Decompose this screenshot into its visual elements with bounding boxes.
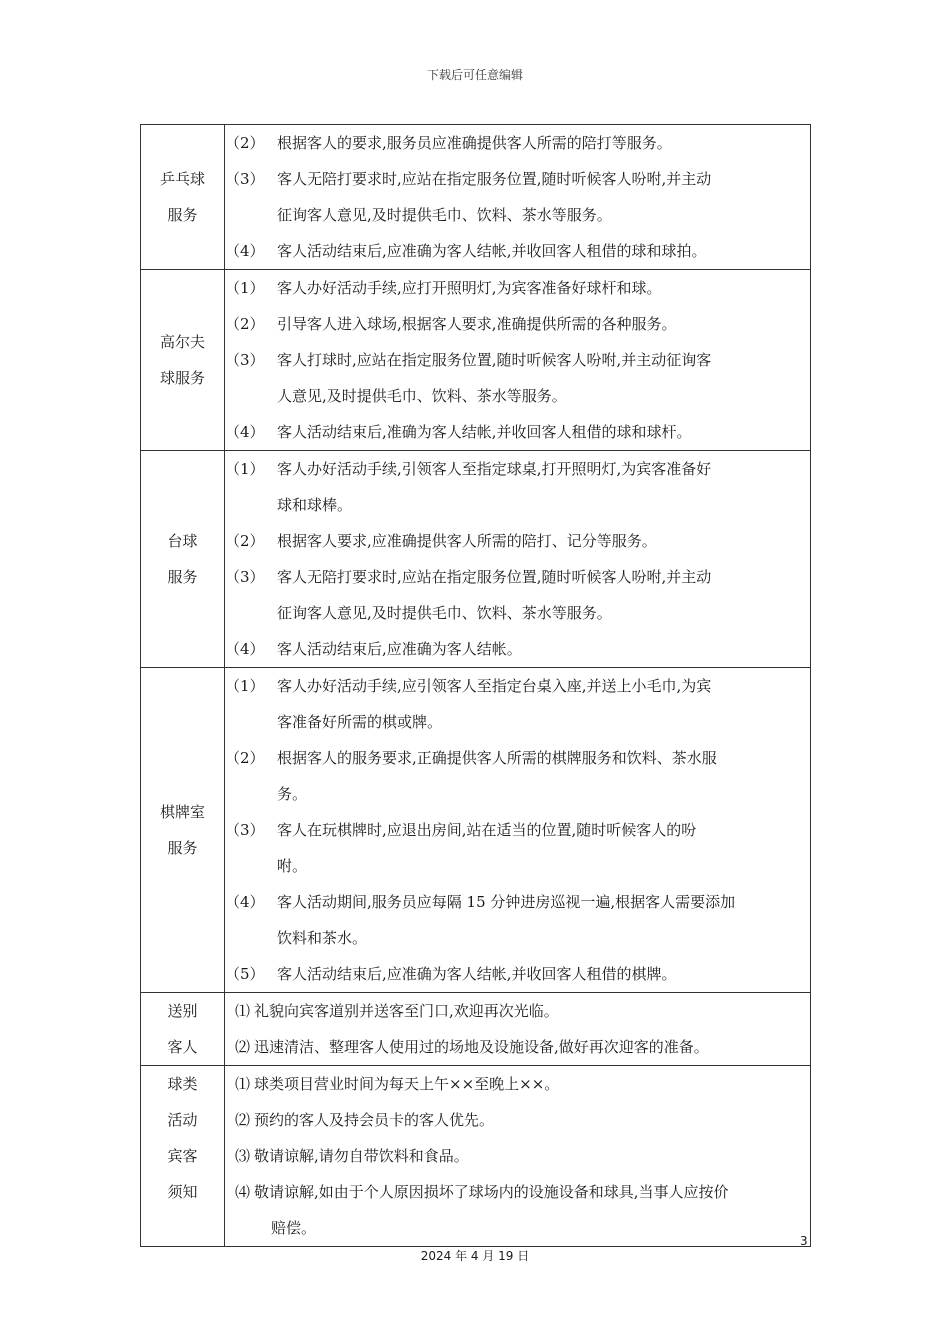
list-item: （4） 客人活动结束后,应准确为客人结帐。 bbox=[225, 640, 522, 658]
category-label: 须知 bbox=[167, 1183, 198, 1201]
page-number: 3 bbox=[800, 1234, 808, 1248]
list-item: （1） 客人办好活动手续,应打开照明灯,为宾客准备好球杆和球。 bbox=[225, 279, 662, 297]
list-item-continuation: 客准备好所需的棋或牌。 bbox=[277, 713, 443, 731]
list-item: （2） 根据客人的服务要求,正确提供客人所需的棋牌服务和饮料、茶水服 bbox=[225, 749, 717, 767]
list-item-continuation: 征询客人意见,及时提供毛巾、饮料、茶水等服务。 bbox=[277, 604, 612, 622]
category-label: 服务 bbox=[167, 568, 198, 586]
category-label: 服务 bbox=[167, 839, 198, 857]
content-cell bbox=[225, 1066, 811, 1247]
category-label: 宾客 bbox=[167, 1147, 198, 1165]
table-row bbox=[141, 270, 811, 451]
category-cell bbox=[141, 993, 225, 1066]
service-table bbox=[140, 124, 811, 1247]
list-item: ⑶ 敬请谅解,请勿自带饮料和食品。 bbox=[235, 1147, 469, 1165]
list-item-continuation: 赔偿。 bbox=[271, 1219, 317, 1237]
list-item-continuation: 务。 bbox=[277, 785, 308, 803]
list-item: （3） 客人打球时,应站在指定服务位置,随时听候客人吩咐,并主动征询客 bbox=[225, 351, 712, 369]
content-cell bbox=[225, 993, 811, 1066]
category-label: 台球 bbox=[167, 532, 198, 550]
list-item: （3） 客人在玩棋牌时,应退出房间,站在适当的位置,随时听候客人的吩 bbox=[225, 821, 697, 839]
list-item: （2） 根据客人的要求,服务员应准确提供客人所需的陪打等服务。 bbox=[225, 134, 672, 152]
table-row bbox=[141, 1066, 811, 1247]
content-cell bbox=[225, 270, 811, 451]
list-item-continuation: 人意见,及时提供毛巾、饮料、茶水等服务。 bbox=[277, 387, 567, 405]
list-item: （2） 根据客人要求,应准确提供客人所需的陪打、记分等服务。 bbox=[225, 532, 657, 550]
category-cell bbox=[141, 1066, 225, 1247]
list-item: （3） 客人无陪打要求时,应站在指定服务位置,随时听候客人吩咐,并主动 bbox=[225, 568, 712, 586]
list-item: ⑴ 球类项目营业时间为每天上午××至晚上××。 bbox=[235, 1075, 560, 1093]
list-item: （4） 客人活动期间,服务员应每隔 15 分钟进房巡视一遍,根据客人需要添加 bbox=[225, 893, 736, 911]
page-header: 下载后可任意编辑 bbox=[426, 68, 523, 82]
table-row bbox=[141, 451, 811, 668]
category-label: 高尔夫 bbox=[159, 333, 205, 351]
category-label: 活动 bbox=[167, 1111, 198, 1129]
list-item: （4） 客人活动结束后,应准确为客人结帐,并收回客人租借的球和球拍。 bbox=[225, 242, 707, 260]
list-item: ⑷ 敬请谅解,如由于个人原因损坏了球场内的设施设备和球具,当事人应按价 bbox=[235, 1183, 729, 1201]
category-label: 送别 bbox=[167, 1002, 198, 1020]
list-item: ⑴ 礼貌向宾客道别并送客至门口,欢迎再次光临。 bbox=[235, 1002, 559, 1020]
table-row bbox=[141, 668, 811, 993]
list-item-continuation: 咐。 bbox=[277, 857, 308, 875]
category-cell bbox=[141, 668, 225, 993]
list-item-continuation: 饮料和茶水。 bbox=[277, 929, 368, 947]
list-item: （1） 客人办好活动手续,应引领客人至指定台桌入座,并送上小毛巾,为宾 bbox=[225, 677, 712, 695]
category-label: 球类 bbox=[167, 1075, 198, 1093]
list-item-continuation: 球和球棒。 bbox=[277, 496, 353, 514]
list-item-continuation: 征询客人意见,及时提供毛巾、饮料、茶水等服务。 bbox=[277, 206, 612, 224]
list-item: （1） 客人办好活动手续,引领客人至指定球桌,打开照明灯,为宾客准备好 bbox=[225, 460, 712, 478]
category-cell bbox=[141, 125, 225, 270]
footer-date: 2024 年 4 月 19 日 bbox=[420, 1249, 530, 1263]
list-item: （5） 客人活动结束后,应准确为客人结帐,并收回客人租借的棋牌。 bbox=[225, 965, 677, 983]
list-item: ⑵ 预约的客人及持会员卡的客人优先。 bbox=[235, 1111, 495, 1129]
table-row bbox=[141, 125, 811, 270]
list-item: ⑵ 迅速清洁、整理客人使用过的场地及设施设备,做好再次迎客的准备。 bbox=[235, 1038, 709, 1056]
list-item: （2） 引导客人进入球场,根据客人要求,准确提供所需的各种服务。 bbox=[225, 315, 677, 333]
content-cell bbox=[225, 668, 811, 993]
category-label: 客人 bbox=[167, 1038, 198, 1056]
table-row bbox=[141, 993, 811, 1066]
category-label: 球服务 bbox=[159, 369, 205, 387]
content-cell bbox=[225, 451, 811, 668]
category-cell bbox=[141, 270, 225, 451]
list-item: （3） 客人无陪打要求时,应站在指定服务位置,随时听候客人吩咐,并主动 bbox=[225, 170, 712, 188]
content-cell bbox=[225, 125, 811, 270]
category-label: 棋牌室 bbox=[159, 803, 205, 821]
category-label: 服务 bbox=[167, 206, 198, 224]
list-item: （4） 客人活动结束后,准确为客人结帐,并收回客人租借的球和球杆。 bbox=[225, 423, 692, 441]
category-label: 乒乓球 bbox=[159, 170, 205, 188]
category-cell bbox=[141, 451, 225, 668]
